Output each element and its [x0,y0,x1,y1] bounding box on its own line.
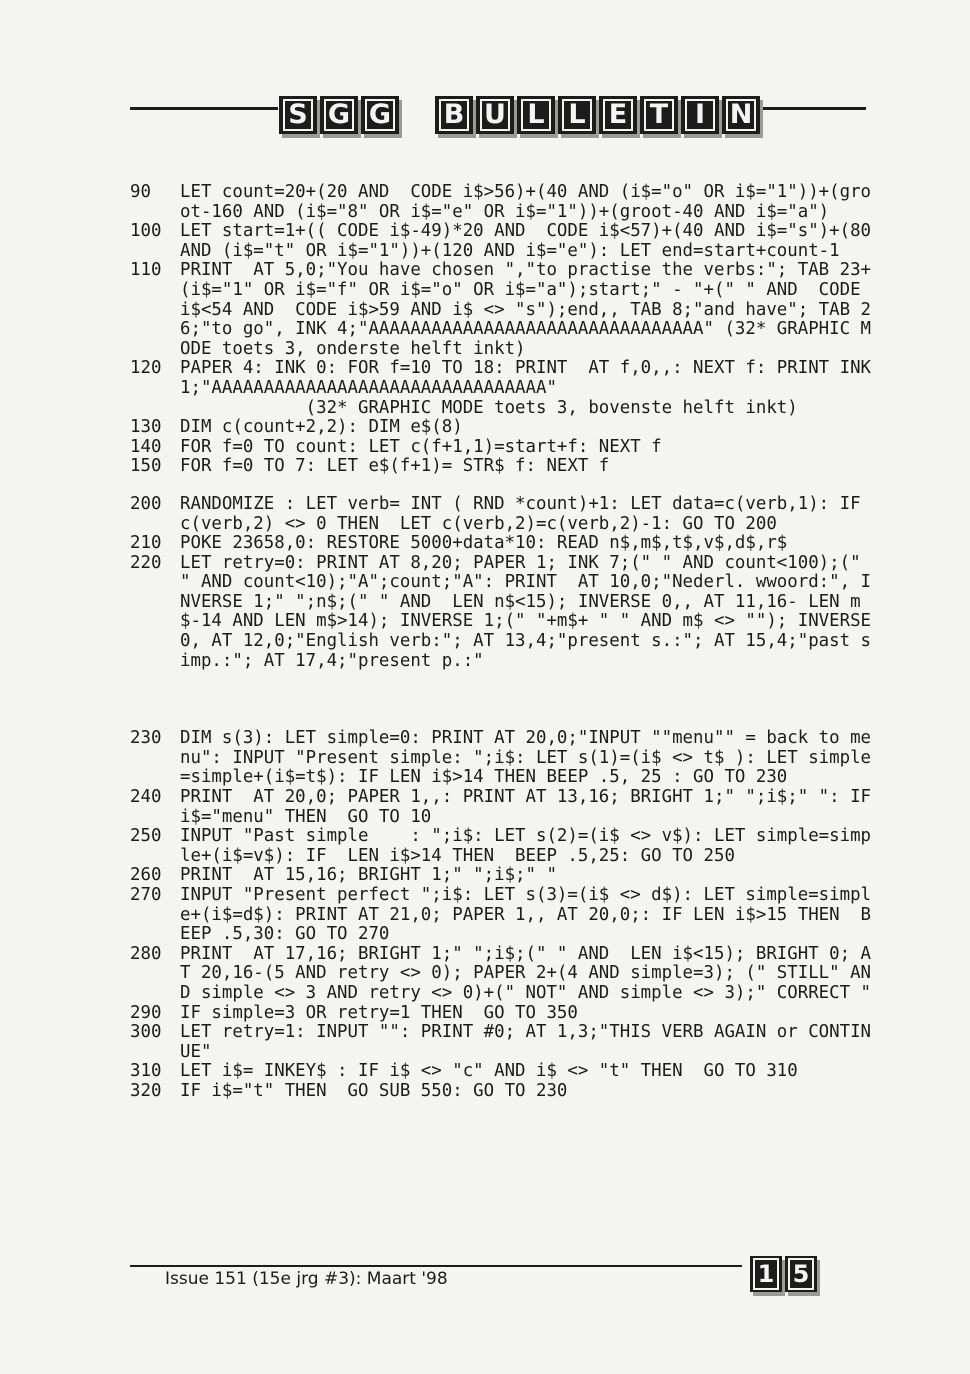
header-rule-left [130,107,278,110]
line-number: 210 [130,533,162,554]
line-code: LET i$= INKEY$ : IF i$ <> "c" AND i$ <> "t" THEN GO TO 310 [180,1061,798,1082]
line-number: 230 [130,728,162,749]
listing-line [130,359,875,418]
line-number: 140 [130,436,162,457]
bulletin-logo [279,96,760,142]
listing-line [130,945,875,1004]
listing-line [130,552,882,672]
listing-line [130,866,875,886]
line-code: FOR f=0 TO 7: LET e$(f+1)= STR$ f: NEXT f [180,456,610,477]
line-code: DIM s(3): LET simple=0: PRINT AT 20,0;"INPUT ""menu"" = back to menu": INPUT "Present simple: ";i$: LET s(1)=(i$ <> t$ ): LET simple=simple+(i$=t$): IF LEN i$>14 THEN BEEP .5, 25 : GO TO 230 [180,728,872,788]
line-code: POKE 23658,0: RESTORE 5000+data*10: READ n$,m$,t$,v$,d$,r$ [180,533,788,554]
line-code: LET retry=1: INPUT "": PRINT #0; AT 1,3;"THIS VERB AGAIN or CONTINUE" [180,1022,872,1062]
logo-tile: L [558,96,596,134]
listing-line [130,221,882,261]
logo-tile: L [517,96,555,134]
line-number: 110 [130,260,162,281]
listing-line [130,1082,875,1102]
logo-tile: G [320,96,358,134]
line-code: LET start=1+(( CODE i$-49)*20 AND CODE i$<57)+(40 AND i$="s")+(80 AND (i$="t" OR i$="1"))+(120 AND i$="e"): LET end=start+count-1 [180,221,882,261]
line-code: RANDOMIZE : LET verb= INT ( RND *count)+1: LET data=c(verb,1): IF c(verb,2) <> 0 THEN LET c(verb,2)=c(verb,2)-1: GO TO 200 [180,493,872,534]
page-number [750,1256,817,1292]
line-code: INPUT "Past simple : ";i$: LET s(2)=(i$ <> v$): LET simple=simple+(i$=v$): IF LEN i$>14 THEN BEEP .5,25: GO TO 250 [180,826,872,866]
line-number: 150 [130,456,162,477]
line-number: 290 [130,1002,162,1023]
listing-line [130,261,875,359]
line-number: 120 [130,358,162,379]
listing-line [130,787,882,827]
line-number: 220 [130,552,162,573]
page-digit-tile: 1 [750,1256,782,1292]
listing-line [130,886,875,945]
line-code: PRINT AT 17,16; BRIGHT 1;" ";i$;(" " AND LEN i$<15); BRIGHT 0; AT 20,16-(5 AND retry <> 0); PAPER 2+(4 AND simple=3); (" STILL" AND simple <> 3 AND retry <> 0)+(" NOT" AND simple <> 3);" CORRECT " [180,943,872,1003]
page-digit-tile: 5 [785,1256,817,1292]
line-code: PAPER 4: INK 0: FOR f=10 TO 18: PRINT AT f,0,,: NEXT f: PRINT INK 1;"AAAAAAAAAAAAAAAAAAAAAAAAAAAAAAAA" (32* GRAPHIC MODE toets 3, bovenste helft inkt) [180,358,872,418]
logo-tile: I [681,96,719,134]
logo-tile: N [722,96,760,134]
line-number: 260 [130,865,162,886]
logo-tile: U [476,96,514,134]
line-code: INPUT "Present perfect ";i$: LET s(3)=(i$ <> d$): LET simple=simple+(i$=d$): PRINT AT 21,0; PAPER 1,, AT 20,0;: IF LEN i$>15 THEN BEEP .5,30: GO TO 270 [180,885,872,945]
line-number: 300 [130,1022,162,1043]
listing-line [130,1023,875,1062]
listing-line [130,495,875,534]
logo-tile: E [599,96,637,134]
logo-tile: B [435,96,473,134]
line-code: IF simple=3 OR retry=1 THEN GO TO 350 [180,1002,578,1023]
logo-tile: T [640,96,678,134]
listing-line [130,418,875,438]
basic-listing [130,182,882,1102]
listing-line [130,457,875,477]
line-number: 310 [130,1061,162,1082]
line-number: 90 [130,182,151,202]
line-code: LET count=20+(20 AND CODE i$>56)+(40 AND (i$="o" OR i$="1"))+(groot-160 AND (i$="8" OR i$="e" OR i$="1"))+(groot-40 AND i$="a") [180,182,872,222]
line-code: PRINT AT 15,16; BRIGHT 1;" ";i$;" " [180,865,557,886]
listing-line [130,183,875,222]
line-code: DIM c(count+2,2): DIM e$(8) [180,417,463,438]
listing-line [130,1004,875,1024]
line-number: 200 [130,493,162,514]
listing-line [130,438,875,458]
line-code: LET retry=0: PRINT AT 8,20; PAPER 1; INK 7;(" " AND count<100);(" " AND count<10);"A";count;"A": PRINT AT 10,0;"Nederl. wwoord:", INVERSE 1;" ";n$;(" " AND LEN n$<15); INVERSE 0,, AT 11,16- LEN m$-14 AND LEN m$>14); INVERSE 1;(" "+m$+ " " AND m$ <> ""); INVERSE 0, AT 12,0;"English verb:"; AT 13,4;"present s.:"; AT 15,4;"past simp.:"; AT 17,4;"present p.:" [180,552,882,671]
line-number: 250 [130,826,162,847]
line-code: IF i$="t" THEN GO SUB 550: GO TO 230 [180,1080,568,1101]
line-code: PRINT AT 5,0;"You have chosen ","to practise the verbs:"; TAB 23+(i$="1" OR i$="f" OR i$="o" OR i$="a");start;" - "+(" " AND CODE i$<54 AND CODE i$>59 AND i$ <> "s");end,, TAB 8;"and have"; TAB 26;"to go", INK 4;"AAAAAAAAAAAAAAAAAAAAAAAAAAAAAAAA" (32* GRAPHIC MODE toets 3, onderste helft inkt) [180,260,872,359]
listing-line [130,1062,875,1082]
line-number: 320 [130,1080,162,1101]
line-code: PRINT AT 20,0; PAPER 1,,: PRINT AT 13,16; BRIGHT 1;" ";i$;" ": IF i$="menu" THEN GO TO 10 [180,787,882,827]
listing-line [130,729,875,788]
listing-line [130,827,875,866]
line-number: 240 [130,787,162,808]
line-number: 130 [130,417,162,438]
logo-tile: S [279,96,317,134]
logo-tile: G [361,96,399,134]
line-number: 270 [130,885,162,905]
line-code: FOR f=0 TO count: LET c(f+1,1)=start+f: NEXT f [180,436,662,457]
line-number: 100 [130,221,162,242]
issue-label: Issue 151 (15e jrg #3): Maart '98 [165,1269,448,1289]
line-number: 280 [130,943,162,964]
listing-line [130,534,875,554]
footer-rule [130,1265,742,1267]
